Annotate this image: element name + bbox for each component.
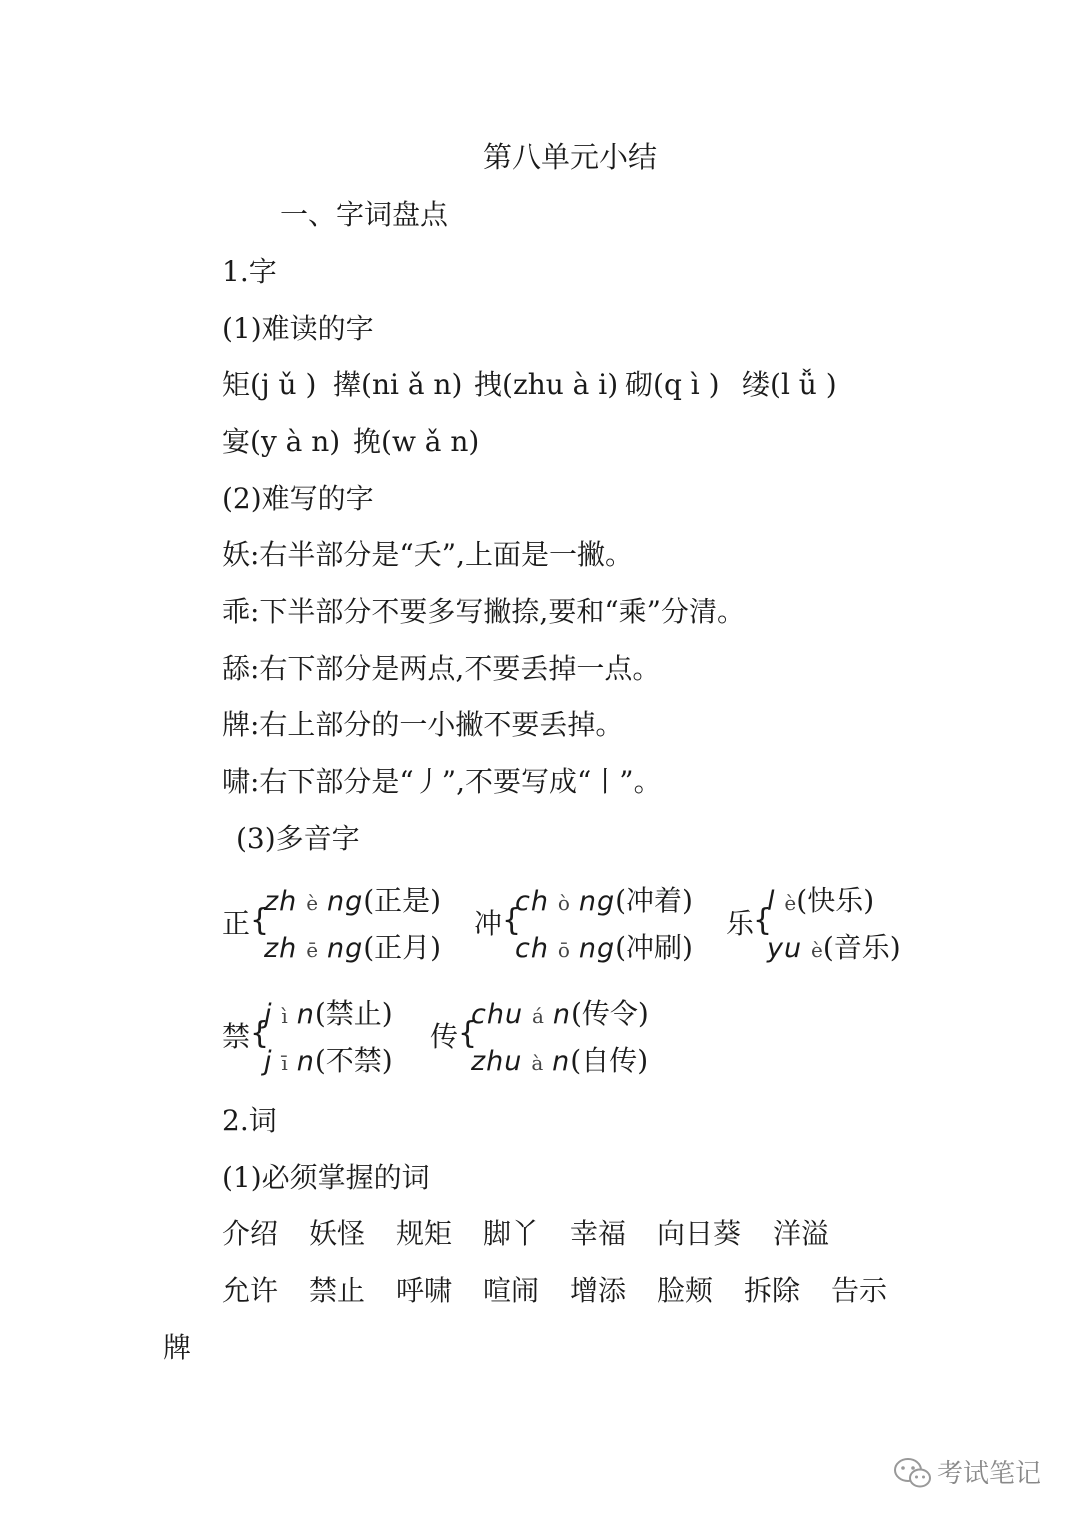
hard-read-item: 挽(w ǎ n) (353, 425, 480, 458)
hard-write-note: 妖:右半部分是“夭”,上面是一撇。 (222, 538, 633, 571)
word: 牌 (163, 1331, 192, 1364)
polyphone-reading: yu è(音乐) (767, 931, 901, 964)
polyphone-char: 冲 (474, 907, 503, 940)
polyphone-reading: zh ē ng(正月) (264, 931, 442, 964)
word: 规矩 (396, 1217, 453, 1250)
polyphone-reading: zh è ng(正是) (264, 884, 442, 917)
hard-read-item: 砌(q ì ) (625, 368, 720, 401)
subheading-hard-to-write: (2)难写的字 (222, 482, 374, 515)
hard-write-note: 乖:下半部分不要多写撇捺,要和“乘”分清。 (222, 595, 745, 628)
subheading-words: 2.词 (222, 1104, 277, 1137)
polyphone-char: 正 (222, 907, 251, 940)
hard-read-item: 宴(y à n) (222, 425, 341, 458)
word: 脸颊 (657, 1274, 714, 1307)
word: 洋溢 (773, 1217, 830, 1250)
polyphone-char: 乐 (726, 907, 755, 940)
word: 妖怪 (309, 1217, 366, 1250)
polyphone-reading: ch ō ng(冲刷) (515, 931, 693, 964)
word: 向日葵 (657, 1217, 742, 1250)
polyphone-char: 禁 (222, 1020, 251, 1053)
word: 增添 (570, 1274, 627, 1307)
brace: { (250, 903, 270, 938)
word: 介绍 (222, 1217, 279, 1250)
word: 呼啸 (396, 1274, 453, 1307)
polyphone-reading: chu á n(传令) (471, 997, 649, 1030)
brace: { (458, 1016, 478, 1051)
hard-read-item: 拽(zhu à i) (474, 368, 619, 401)
polyphone-reading: j ì n(禁止) (264, 997, 393, 1030)
hard-write-note: 牌:右上部分的一小撇不要丢掉。 (222, 708, 624, 741)
word: 拆除 (744, 1274, 801, 1307)
word: 脚丫 (483, 1217, 540, 1250)
word: 允许 (222, 1274, 279, 1307)
subheading-must-know-words: (1)必须掌握的词 (222, 1161, 430, 1194)
page-title: 第八单元小结 (483, 140, 658, 174)
wechat-icon (893, 1456, 933, 1490)
brace: { (753, 903, 773, 938)
polyphone-reading: ch ò ng(冲着) (515, 884, 693, 917)
polyphone-reading: zhu à n(自传) (471, 1044, 649, 1077)
word: 告示 (831, 1274, 888, 1307)
subheading-characters: 1.字 (222, 255, 277, 288)
hard-write-note: 舔:右下部分是两点,不要丢掉一点。 (222, 652, 661, 685)
subheading-hard-to-read: (1)难读的字 (222, 312, 374, 345)
hard-read-item: 撵(ni ǎ n) (333, 368, 463, 401)
word: 禁止 (309, 1274, 366, 1307)
polyphone-char: 传 (430, 1020, 459, 1053)
subheading-polyphones: (3)多音字 (236, 822, 360, 855)
hard-read-item: 矩(j ǔ ) (222, 368, 317, 401)
brace: { (502, 903, 522, 938)
hard-write-note: 啸:右下部分是“丿”,不要写成“丨”。 (222, 765, 662, 798)
polyphone-reading: l è(快乐) (767, 884, 875, 917)
section-heading: 一、字词盘点 (280, 198, 449, 231)
brace: { (250, 1016, 270, 1051)
watermark-text: 考试笔记 (937, 1459, 1042, 1489)
polyphone-reading: j ī n(不禁) (264, 1044, 393, 1077)
word: 幸福 (570, 1217, 627, 1250)
hard-read-item: 缕(l ǚ ) (742, 368, 837, 401)
word: 喧闹 (483, 1274, 540, 1307)
